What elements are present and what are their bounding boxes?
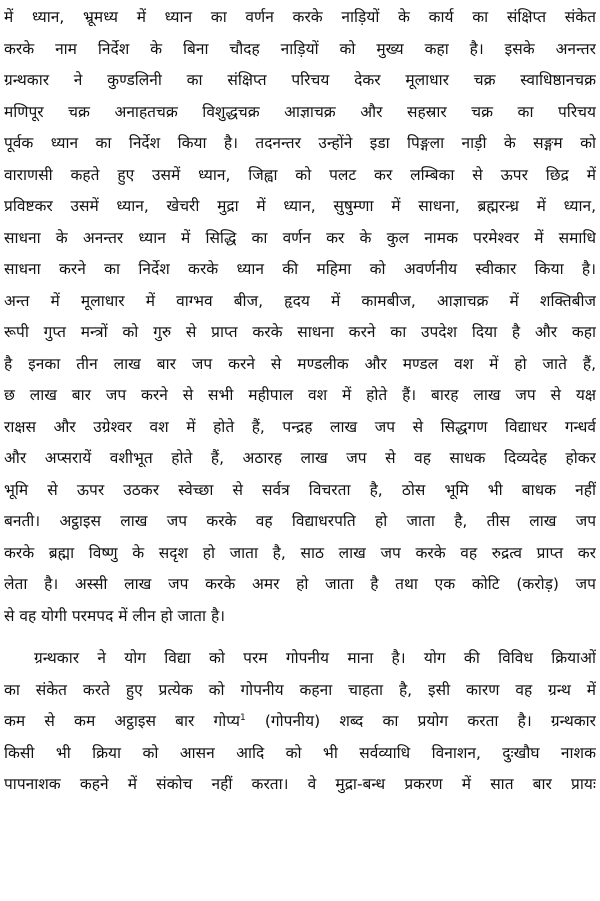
text-line: का संकेत करते हुए प्रत्येक को गोपनीय कहना चाहता है, इसी कारण वह ग्रन्थ में (4, 680, 596, 699)
text-line (4, 706, 596, 738)
text-line: में ध्यान, भ्रूमध्य में ध्यान का वर्णन करके नाड़ियों के कार्य का संक्षिप्त संकेत (4, 8, 596, 26)
text-line: पापनाशक कहने में संकोच नहीं करता। वे मुद्रा-बन्ध प्रकरण में सात बार प्रायः (4, 775, 596, 793)
text-line: छ लाख बार जप करने से सभी महीपाल वश में होते हैं। बारह लाख जप से यक्ष (4, 386, 596, 404)
text-line: ग्रन्थकार ने कुण्डलिनी का संक्षिप्त परिचय देकर मूलाधार चक्र स्वाधिष्ठानचक्र (4, 71, 596, 89)
text-line: प्रविष्टकर उसमें ध्यान, खेचरी मुद्रा में ध्यान, सुषुम्णा में साधना, ब्रह्मरन्ध्र में ध्यान, (4, 197, 596, 215)
text-line: साधना करने का निर्देश करके ध्यान की महिमा को अवर्णनीय स्वीकार किया है। (4, 260, 596, 278)
text-line: पूर्वक ध्यान का निर्देश किया है। तदनन्तर उन्होंने इडा पिङ्गला नाड़ी के सङ्गम को (4, 134, 596, 152)
text-line: है इनका तीन लाख बार जप करने से मण्डलीक और मण्डल वश में हो जाते हैं, (4, 354, 596, 373)
paragraph-gap (4, 632, 596, 643)
text-line: रूपी गुप्त मन्त्रों को गुरु से प्राप्त करके साधना करने का उपदेश दिया है और कहा (4, 323, 596, 341)
paragraph-summary (4, 2, 596, 632)
text-line: राक्षस और उग्रेश्वर वश में होते हैं, पन्द्रह लाख जप से सिद्धगण विद्याधर गन्धर्व (4, 417, 596, 436)
text-line: से वह योगी परमपद में लीन हो जाता है। (4, 606, 226, 625)
text-line: बनती। अट्ठाइस लाख जप करके वह विद्याधरपति हो जाता है, तीस लाख जप (4, 512, 596, 530)
paragraph-secrecy (4, 643, 596, 801)
text-line: करके नाम निर्देश के बिना चौदह नाड़ियों को मुख्य कहा है। इसके अनन्तर (4, 39, 596, 58)
text-line: मणिपूर चक्र अनाहतचक्र विशुद्धचक्र आज्ञाचक्र और सहस्रार चक्र का परिचय (4, 102, 596, 121)
text-line: भूमि से ऊपर उठकर स्वेच्छा से सर्वत्र विचरता है, ठोस भूमि भी बाधक नहीं (4, 480, 596, 499)
text-line: वाराणसी कहते हुए उसमें ध्यान, जिह्वा को पलट कर लम्बिका से ऊपर छिद्र में (4, 165, 596, 184)
text-line: किसी भी क्रिया को आसन आदि को भी सर्वव्याधि विनाशन, दुःखौघ नाशक (4, 743, 596, 762)
text-line: अन्त में मूलाधार में वाग्भव बीज, हृदय में कामबीज, आज्ञाचक्र में शक्तिबीज (4, 291, 596, 310)
text-line: और अप्सरायें वशीभूत होते हैं, अठारह लाख जप से वह साधक दिव्यदेह होकर (4, 449, 596, 467)
text-segment: (गोपनीय) शब्द का प्रयोग करता है। ग्रन्थकार (245, 712, 596, 730)
text-line: ग्रन्थकार ने योग विद्या को परम गोपनीय माना है। योग की विविध क्रियाओं (34, 649, 596, 667)
footnote-marker[interactable]: 1 (239, 712, 246, 723)
text-line: साधना के अनन्तर ध्यान में सिद्धि का वर्णन कर के कुल नामक परमेश्वर में समाधि (4, 228, 596, 247)
text-segment: कम से कम अट्ठाइस बार गोप्य (4, 712, 240, 730)
text-line: लेता है। अस्सी लाख जप करके अमर हो जाता है तथा एक कोटि (करोड़) जप (4, 575, 596, 593)
text-line: करके ब्रह्मा विष्णु के सदृश हो जाता है, साठ लाख जप करके वह रुद्रत्व प्राप्त कर (4, 543, 596, 562)
